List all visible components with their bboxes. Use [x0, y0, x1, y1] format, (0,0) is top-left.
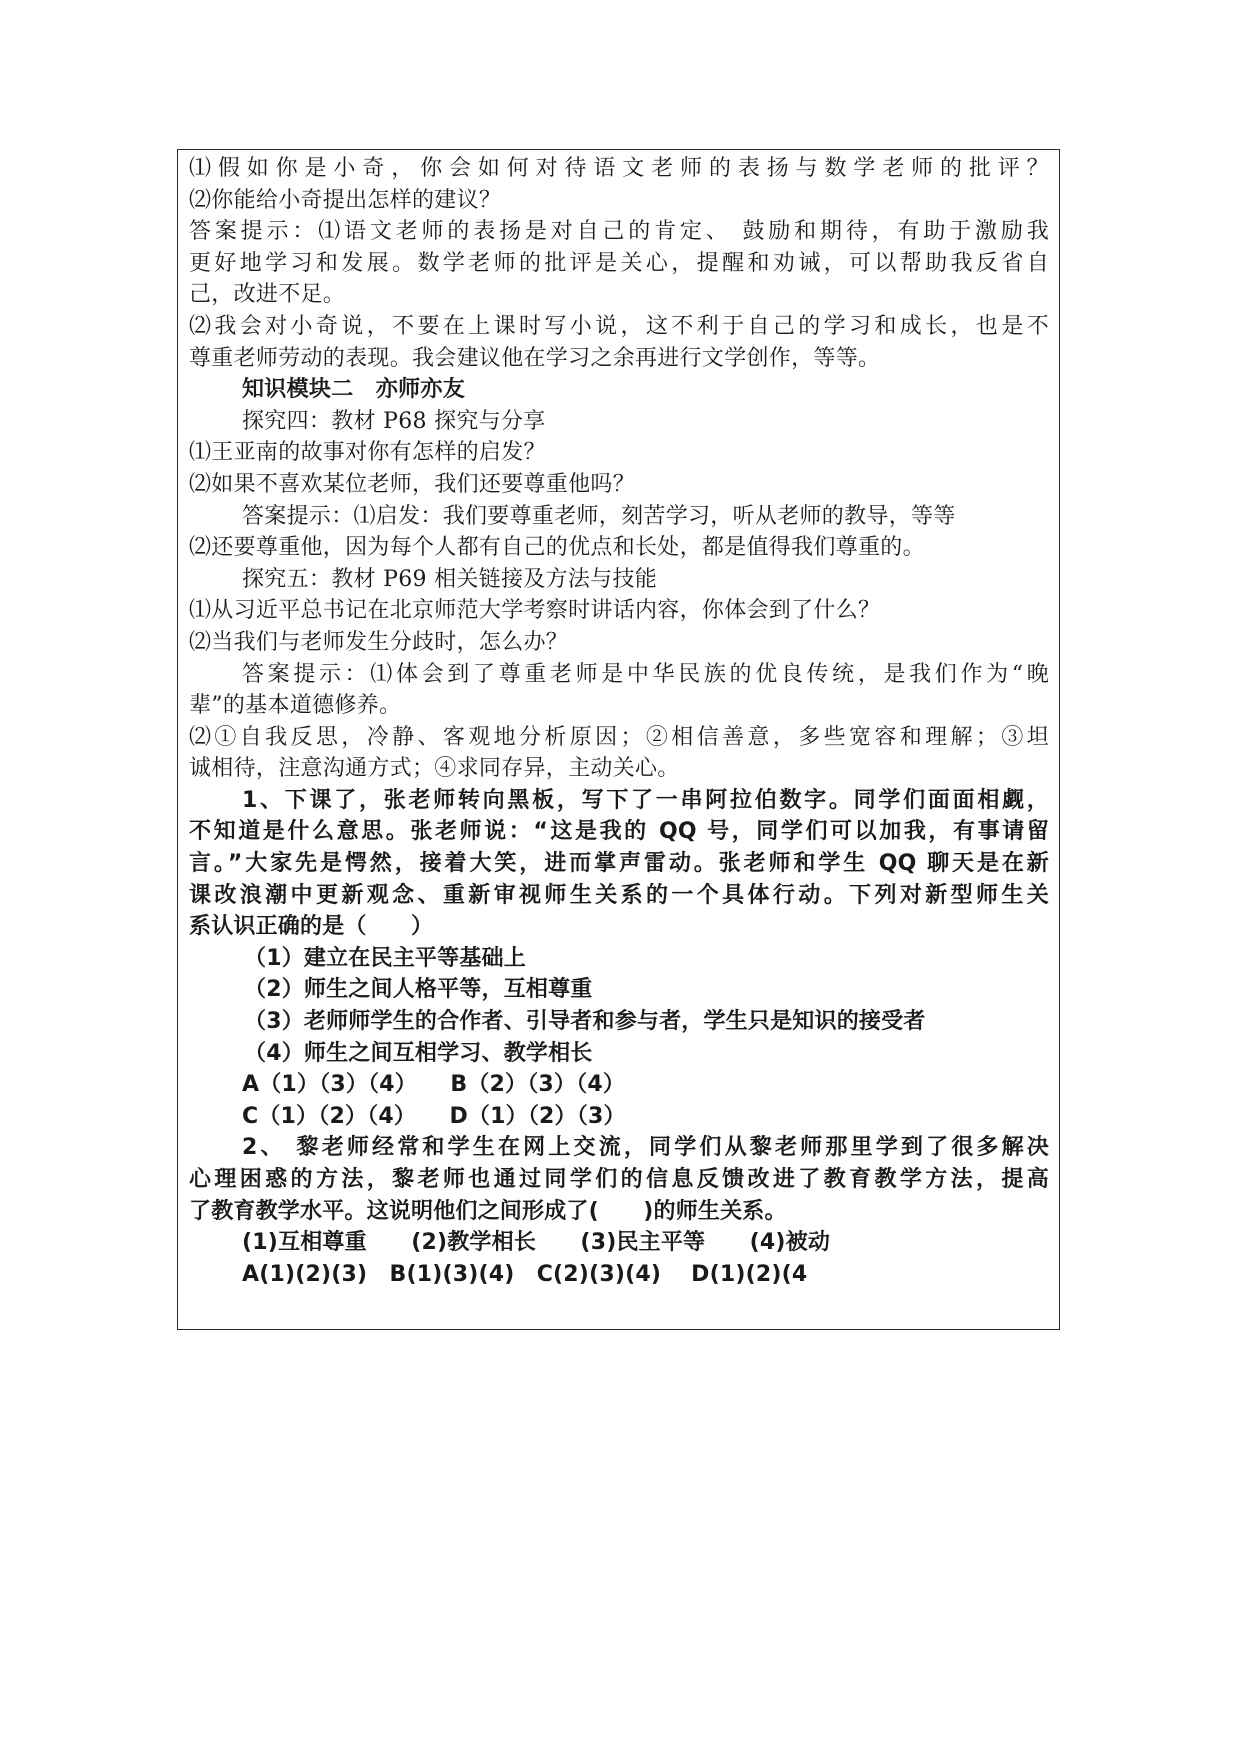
- inquiry-5-answer: ⑵①自我反思，冷静、客观地分析原因；②相信善意，多些宽容和理解；③坦: [189, 724, 1049, 750]
- exercise-1-options: C（1）（2）（4） D（1）（2）（3）: [242, 1103, 626, 1129]
- exercise-1-stem: 不知道是什么意思。张老师说：“这是我的 QQ 号，同学们可以加我，有事请留: [189, 819, 1049, 845]
- exercise-1-stem: 系认识正确的是（ ）: [189, 914, 434, 940]
- exercise-1-stem: 1、下课了，张老师转向黑板，写下了一串阿拉伯数字。同学们面面相觑，: [242, 787, 1049, 813]
- exercise-1-item: （3）老师师学生的合作者、引导者和参与者，学生只是知识的接受者: [244, 1009, 926, 1035]
- inquiry-4-heading: 探究四：教材 P68 探究与分享: [242, 408, 546, 434]
- exercise-1-options: A（1）（3）（4） B（2）（3）（4）: [242, 1072, 626, 1098]
- inquiry-4-answer: 答案提示：⑴启发：我们要尊重老师，刻苦学习，听从老师的教导，等等: [242, 503, 956, 529]
- section-title: 知识模块二 亦师亦友: [242, 377, 466, 403]
- exercise-2-stem: 2、 黎老师经常和学生在网上交流，同学们从黎老师那里学到了很多解决: [242, 1135, 1049, 1161]
- exercise-1-stem: 课改浪潮中更新观念、重新审视师生关系的一个具体行动。下列对新型师生关: [189, 882, 1049, 908]
- question-2-line: ⑵你能给小奇提出怎样的建议？: [189, 187, 502, 213]
- exercise-1-item: （2）师生之间人格平等，互相尊重: [244, 977, 593, 1003]
- inquiry-5-answer: 辈”的基本道德修养。: [189, 693, 402, 719]
- answer-hint-line: 答案提示：⑴语文老师的表扬是对自己的肯定、 鼓励和期待，有助于激励我: [189, 219, 1049, 245]
- inquiry-5-question-2: ⑵当我们与老师发生分歧时，怎么办？: [189, 629, 569, 655]
- inquiry-5-heading: 探究五：教材 P69 相关链接及方法与技能: [242, 566, 658, 592]
- question-1-line: ⑴假如你是小奇，你会如何对待语文老师的表扬与数学老师的批评？: [189, 156, 1049, 181]
- exercise-2-items: (1)互相尊重 (2)教学相长 (3)民主平等 (4)被动: [242, 1230, 831, 1256]
- inquiry-4-answer: ⑵还要尊重他，因为每个人都有自己的优点和长处，都是值得我们尊重的。: [189, 535, 925, 561]
- exercise-2-stem: 心理困惑的方法，黎老师也通过同学们的信息反馈改进了教育教学方法，提高: [189, 1167, 1049, 1192]
- exercise-1-stem: 言。”大家先是愕然，接着大笑，进而掌声雷动。张老师和学生 QQ 聊天是在新: [189, 851, 1049, 877]
- exercise-1-item: （4）师生之间互相学习、教学相长: [244, 1040, 593, 1066]
- inquiry-5-answer: 答案提示：⑴体会到了尊重老师是中华民族的优良传统，是我们作为“晚: [242, 661, 1049, 687]
- inquiry-5-answer: 诚相待，注意沟通方式；④求同存异，主动关心。: [189, 756, 680, 782]
- answer-hint-line: 己，改进不足。: [189, 282, 346, 308]
- exercise-2-options: A(1)(2)(3) B(1)(3)(4) C(2)(3)(4) D(1)(2)(4: [242, 1261, 808, 1287]
- exercise-2-stem: 了教育教学水平。这说明他们之间形成了( )的师生关系。: [189, 1198, 787, 1224]
- inquiry-5-question-1: ⑴从习近平总书记在北京师范大学考察时讲话内容，你体会到了什么？: [189, 598, 881, 624]
- answer-hint-line: 更好地学习和发展。数学老师的批评是关心，提醒和劝诫，可以帮助我反省自: [189, 250, 1049, 276]
- exercise-1-item: （1）建立在民主平等基础上: [244, 945, 526, 971]
- answer-hint-line: ⑵我会对小奇说，不要在上课时写小说，这不利于自己的学习和成长，也是不: [189, 313, 1049, 339]
- content-frame: [177, 149, 1060, 1330]
- inquiry-4-question-2: ⑵如果不喜欢某位老师，我们还要尊重他吗？: [189, 471, 636, 497]
- answer-hint-line: 尊重老师劳动的表现。我会建议他在学习之余再进行文学创作，等等。: [189, 345, 881, 371]
- inquiry-4-question-1: ⑴王亚南的故事对你有怎样的启发？: [189, 440, 546, 466]
